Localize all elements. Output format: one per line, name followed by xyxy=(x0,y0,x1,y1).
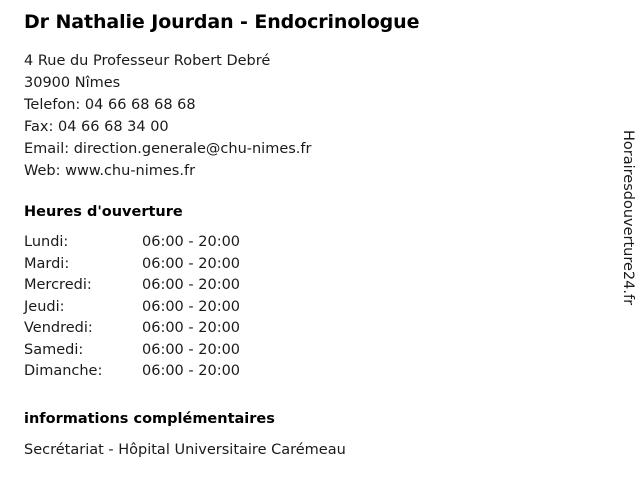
table-row xyxy=(24,340,240,362)
table-row xyxy=(24,297,240,319)
opening-hours-table xyxy=(24,232,240,383)
address-street: 4 Rue du Professeur Robert Debré xyxy=(24,53,271,69)
page-title: Dr Nathalie Jourdan - Endocrinologue xyxy=(24,11,420,33)
address-block xyxy=(24,50,584,182)
day-label: Jeudi: xyxy=(24,298,65,315)
day-hours: 06:00 - 20:00 xyxy=(142,277,241,293)
email-line: Email: direction.generale@chu-nimes.fr xyxy=(24,141,312,157)
table-row xyxy=(24,232,240,254)
table-row xyxy=(24,254,240,276)
day-hours: 06:00 - 20:00 xyxy=(142,234,241,250)
address-city: 30900 Nîmes xyxy=(24,75,121,91)
table-row xyxy=(24,275,240,297)
day-label: Mercredi: xyxy=(24,277,92,293)
day-label: Vendredi: xyxy=(24,320,93,336)
day-hours: 06:00 - 20:00 xyxy=(142,320,241,336)
day-hours: 06:00 - 20:00 xyxy=(142,255,241,272)
additional-info-heading: informations complémentaires xyxy=(24,410,275,427)
day-hours: 06:00 - 20:00 xyxy=(142,298,241,315)
day-label: Samedi: xyxy=(24,341,84,358)
day-label: Mardi: xyxy=(24,255,70,272)
table-row xyxy=(24,361,240,383)
phone-line: Telefon: 04 66 68 68 68 xyxy=(24,97,196,113)
site-watermark: Horairesdouverture24.fr xyxy=(620,130,636,306)
day-label: Dimanche: xyxy=(24,363,103,379)
additional-info-text: Secrétariat - Hôpital Universitaire Carémeau xyxy=(24,441,346,458)
web-line: Web: www.chu-nimes.fr xyxy=(24,163,196,179)
day-hours: 06:00 - 20:00 xyxy=(142,341,241,358)
day-hours: 06:00 - 20:00 xyxy=(142,363,241,379)
table-row xyxy=(24,318,240,340)
opening-hours-heading: Heures d'ouverture xyxy=(24,204,183,220)
practice-card xyxy=(24,10,584,461)
day-label: Lundi: xyxy=(24,234,69,250)
fax-line: Fax: 04 66 68 34 00 xyxy=(24,119,169,135)
